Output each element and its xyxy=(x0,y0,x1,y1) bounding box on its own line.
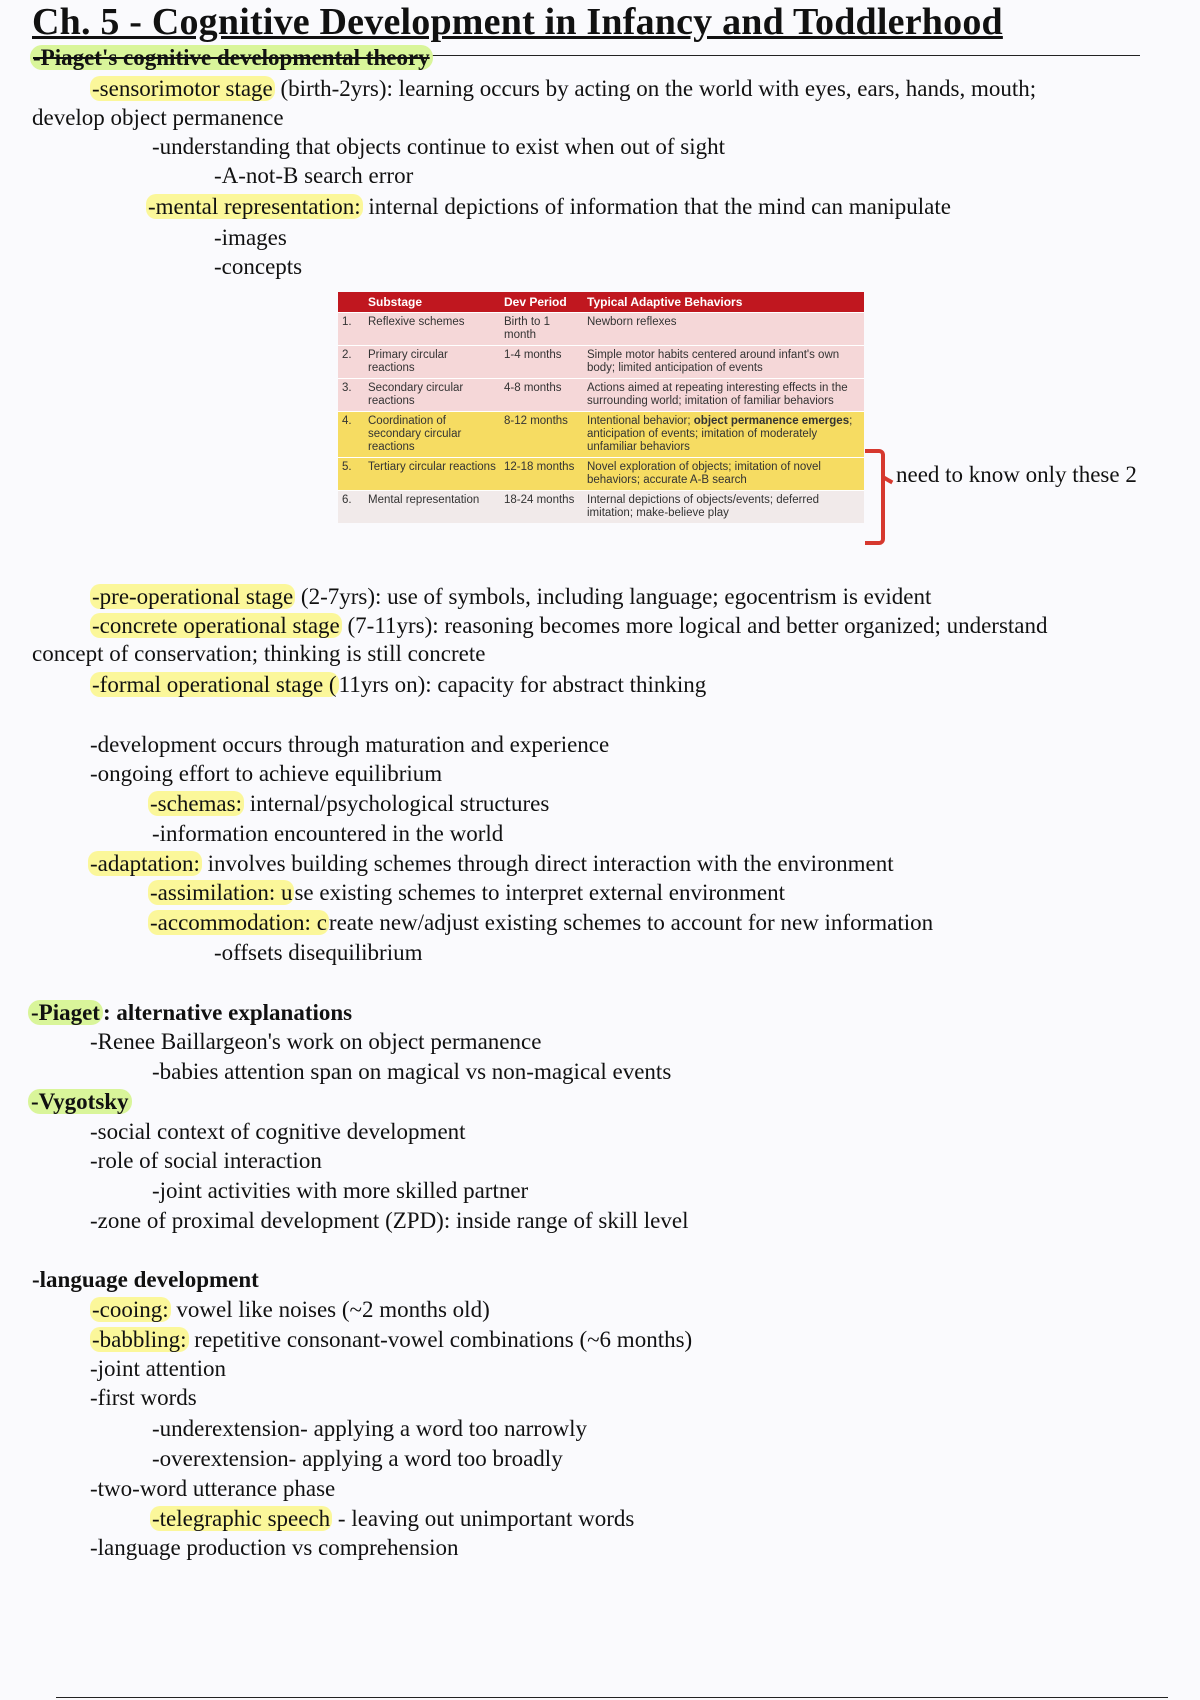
table-header-number xyxy=(338,292,364,313)
sensorimotor-line: -sensorimotor stage (birth-2yrs): learning occurs by acting on the world with eyes, ears, hands, mouth; xyxy=(92,76,1037,101)
table-header-behaviors: Typical Adaptive Behaviors xyxy=(583,292,864,313)
preoperational-line: -pre-operational stage (2-7yrs): use of symbols, including language; egocentrism is evident xyxy=(92,584,932,609)
cooing-line: -cooing: vowel like noises (~2 months old) xyxy=(92,1297,490,1322)
sensorimotor-term: -sensorimotor stage xyxy=(92,76,273,101)
zpd-line: -zone of proximal development (ZPD): inside range of skill level xyxy=(90,1208,689,1233)
sensorimotor-substage-table xyxy=(338,292,864,523)
offsets-line: -offsets disequilibrium xyxy=(214,940,423,965)
mental-representation-line: -mental representation: internal depictions of information that the mind can manipulate xyxy=(148,194,951,219)
information-line: -information encountered in the world xyxy=(152,821,504,846)
baillargeon-line: -Renee Baillargeon's work on object permanence xyxy=(90,1029,542,1054)
concrete-line: -concrete operational stage (7-11yrs): reasoning becomes more logical and better organized; understand xyxy=(92,613,1048,638)
table-header-substage: Substage xyxy=(364,292,500,313)
table-row: 2. Primary circular reactions 1-4 months Simple motor habits centered around infant's own body; limited anticipation of events xyxy=(338,346,864,379)
assimilation-line: -assimilation: use existing schemes to interpret external environment xyxy=(150,880,785,905)
schemas-line: -schemas: internal/psychological structures xyxy=(150,791,550,816)
joint-attention-line: -joint attention xyxy=(90,1356,227,1381)
page-title: Ch. 5 - Cognitive Development in Infancy and Toddlerhood xyxy=(32,1,1003,43)
table-header-period: Dev Period xyxy=(500,292,583,313)
telegraphic-line: -telegraphic speech - leaving out unimportant words xyxy=(152,1506,635,1531)
formal-line: -formal operational stage (11yrs on): capacity for abstract thinking xyxy=(92,672,707,697)
role-line: -role of social interaction xyxy=(90,1148,322,1173)
cooing-term: -cooing: xyxy=(92,1297,169,1322)
accommodation-line: -accommodation: create new/adjust existing schemes to account for new information xyxy=(150,910,934,935)
adaptation-term: -adaptation: xyxy=(90,851,200,876)
babies-line: -babies attention span on magical vs non-magical events xyxy=(152,1059,672,1084)
table-row-highlighted: 4. Coordination of secondary circular reactions 8-12 months Intentional behavior; object permanence emerges; anticipation of events; imitation of moderately unfamiliar behaviors xyxy=(338,412,864,458)
bottom-rule xyxy=(56,1697,1168,1698)
assimilation-term: -assimilation: u xyxy=(150,880,293,905)
two-word-line: -two-word utterance phase xyxy=(90,1476,336,1501)
adaptation-line: -adaptation: involves building schemes through direct interaction with the environment xyxy=(90,851,894,876)
schemas-term: -schemas: xyxy=(150,791,242,816)
accommodation-term: -accommodation: c xyxy=(150,910,327,935)
equilibrium-line: -ongoing effort to achieve equilibrium xyxy=(90,761,443,786)
table-row: 1. Reflexive schemes Birth to 1 month Newborn reflexes xyxy=(338,313,864,346)
concepts-line: -concepts xyxy=(214,254,303,279)
understanding-line: -understanding that objects continue to exist when out of sight xyxy=(152,134,725,159)
babbling-term: -babbling: xyxy=(92,1327,187,1352)
first-words-line: -first words xyxy=(90,1385,197,1410)
anotb-line: -A-not-B search error xyxy=(214,163,414,188)
maturation-line: -development occurs through maturation and experience xyxy=(90,732,610,757)
mental-representation-term: -mental representation: xyxy=(148,194,361,219)
concrete-term: -concrete operational stage xyxy=(92,613,340,638)
table-row: 3. Secondary circular reactions 4-8 months Actions aimed at repeating interesting effects in the surrounding world; imitation of familiar behaviors xyxy=(338,379,864,412)
formal-term: -formal operational stage ( xyxy=(92,672,337,697)
social-line: -social context of cognitive development xyxy=(90,1119,466,1144)
vygotsky-heading: -Vygotsky xyxy=(28,1088,132,1116)
underextension-line: -underextension- applying a word too narrowly xyxy=(152,1416,587,1441)
alternatives-heading: -Piaget : alternative explanations xyxy=(28,999,352,1027)
preoperational-term: -pre-operational stage xyxy=(92,584,294,609)
sensorimotor-cont: develop object permanence xyxy=(32,105,284,130)
table-row: 6. Mental representation 18-24 months Internal depictions of objects/events; deferred imitation; make-believe play xyxy=(338,491,864,524)
production-line: -language production vs comprehension xyxy=(90,1535,459,1560)
joint-activities-line: -joint activities with more skilled partner xyxy=(152,1178,529,1203)
concrete-cont: concept of conservation; thinking is still concrete xyxy=(32,641,486,666)
table-row-highlighted: 5. Tertiary circular reactions 12-18 months Novel exploration of objects; imitation of novel behaviors; accurate A-B search xyxy=(338,458,864,491)
images-line: -images xyxy=(214,225,287,250)
babbling-line: -babbling: repetitive consonant-vowel combinations (~6 months) xyxy=(92,1327,693,1352)
bracket-annotation xyxy=(865,449,885,545)
table-note: need to know only these 2 xyxy=(896,462,1137,487)
piaget-heading: -Piaget's cognitive developmental theory xyxy=(30,44,433,72)
language-heading: -language development xyxy=(32,1267,259,1292)
overextension-line: -overextension- applying a word too broadly xyxy=(152,1446,563,1471)
telegraphic-term: -telegraphic speech xyxy=(152,1506,331,1531)
